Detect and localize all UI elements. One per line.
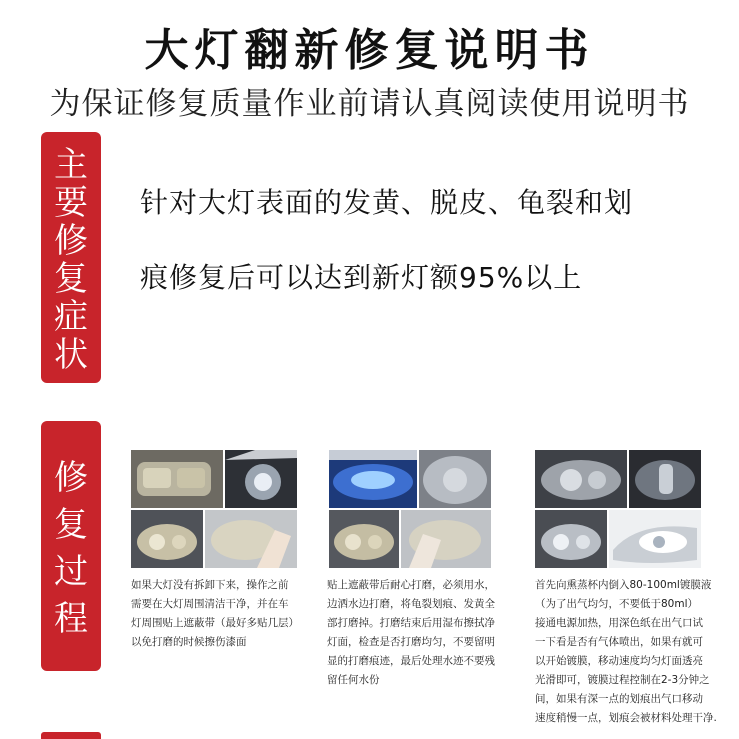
- step-3-description: [535, 576, 715, 728]
- step-description-line: 需要在大灯周围清洁干净，并在车: [131, 598, 289, 610]
- step-description-line: 首先向熏蒸杯内倒入80-100ml镀膜液: [535, 579, 712, 591]
- process-step-3: [535, 450, 715, 728]
- symptoms-tab-char: 症: [54, 297, 88, 337]
- step-description-line: 边洒水边打磨，将龟裂划痕、发黄全: [327, 598, 495, 610]
- step-2-photo-collage: [327, 450, 493, 568]
- symptoms-tab-char: 状: [54, 335, 88, 375]
- symptoms-tab-char: 复: [54, 259, 88, 299]
- page-title: 大灯翻新修复说明书: [144, 25, 595, 76]
- symptoms-text-line-2: 痕修复后可以达到新灯额95%以上: [140, 261, 583, 294]
- step-description-line: 光滑即可，镀膜过程控制在2-3分钟之: [535, 674, 710, 686]
- symptoms-text-line-1: 针对大灯表面的发黄、脱皮、龟裂和划: [140, 186, 634, 219]
- headlight-photo: [205, 510, 297, 568]
- headlight-photo: [609, 510, 701, 568]
- process-step-1: [131, 450, 311, 652]
- headlight-photo: [629, 450, 701, 508]
- step-description-line: 间，如果有深一点的划痕出气口移动: [535, 693, 703, 705]
- page-subtitle: 为保证修复质量作业前请认真阅读使用说明书: [49, 86, 690, 122]
- step-description-line: 留任何水份: [327, 674, 380, 686]
- step-3-photo-collage: [535, 450, 701, 568]
- headlight-photo: [401, 510, 491, 568]
- process-tab-char: 过: [54, 552, 88, 592]
- symptoms-tab: [41, 132, 101, 383]
- process-tab: [41, 421, 101, 671]
- step-description-line: 灯面，检查是否打磨均匀，不要留明: [327, 636, 495, 648]
- step-description-line: 部打磨掉。打磨结束后用湿布擦拭净: [327, 617, 495, 629]
- headlight-photo: [329, 450, 417, 508]
- step-1-description: [131, 576, 311, 652]
- headlight-photo: [535, 450, 627, 508]
- step-description-line: 以开始镀膜，移动速度均匀灯面透亮: [535, 655, 703, 667]
- process-tab-char: 修: [54, 458, 88, 498]
- step-description-line: 贴上遮蔽带后耐心打磨，必须用水，: [327, 579, 495, 591]
- step-description-line: 显的打磨痕迹，最后处理水迹不要残: [327, 655, 495, 667]
- step-description-line: （为了出气均匀，不要低于80ml）: [535, 598, 699, 610]
- process-step-2: [327, 450, 507, 690]
- headlight-photo: [329, 510, 399, 568]
- step-description-line: 速度稍慢一点，划痕会被材料处理干净.: [535, 712, 717, 724]
- step-description-line: 一下看是否有气体喷出，如果有就可: [535, 636, 703, 648]
- step-description-line: 如果大灯没有拆卸下来，操作之前: [131, 579, 289, 591]
- headlight-photo: [131, 510, 203, 568]
- step-1-photo-collage: [131, 450, 297, 568]
- symptoms-tab-char: 修: [54, 221, 88, 261]
- step-2-description: [327, 576, 507, 690]
- headlight-photo: [535, 510, 607, 568]
- symptoms-tab-char: 主: [54, 145, 88, 185]
- headlight-photo: [131, 450, 223, 508]
- step-description-line: 接通电源加热，用深色纸在出气口试: [535, 617, 703, 629]
- step-description-line: 以免打磨的时候擦伤漆面: [131, 636, 247, 648]
- headlight-photo: [225, 450, 297, 508]
- process-tab-char: 复: [54, 505, 88, 545]
- headlight-photo: [419, 450, 491, 508]
- symptoms-tab-char: 要: [54, 183, 88, 223]
- process-tab-char: 程: [54, 599, 88, 639]
- step-description-line: 灯周围贴上遮蔽带（最好多贴几层）: [131, 617, 299, 629]
- next-section-tab-edge: [41, 732, 101, 739]
